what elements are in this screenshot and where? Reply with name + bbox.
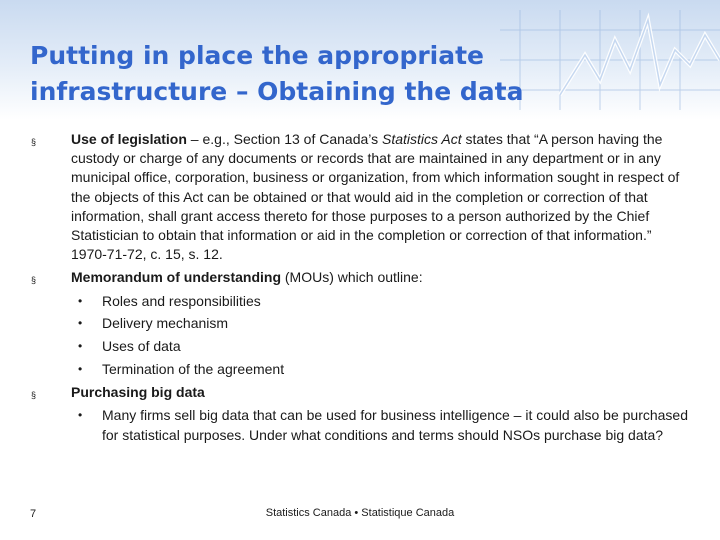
bullet-mark: § [31, 137, 37, 147]
list-item [30, 406, 690, 444]
bullet-mark: § [31, 275, 37, 286]
bullet-legislation [30, 130, 690, 264]
sub-bullet-mark: • [78, 339, 83, 354]
list-item-text: Termination of the agreement [102, 361, 285, 378]
bullet-text: – e.g., Section 13 of Canada’s [186, 131, 383, 147]
title-line-1: Putting in place the appropriate [30, 41, 485, 70]
bullet-text: states that “A person having the custody or charge of any documents or records that are maintained in any department or in any municipal office, corporation, business or organization, from which information sought in respect of the objects of this Act can be obtained or that would aid in the completion or correction of that information, shall grant access thereto for those purposes to a person authorized by the Chief Statistician to obtain that information or aid in the completion or correction of that information.” 1970-71-72, c. 15, s. 12. [71, 131, 680, 263]
sub-bullet-mark: • [78, 362, 83, 377]
page-number: 7 [30, 508, 37, 520]
bullet-lead: Use of legislation [71, 131, 187, 147]
bullet-lead: Purchasing big data [71, 384, 205, 401]
slide-title [30, 38, 590, 110]
list-item [30, 360, 690, 379]
list-item [30, 337, 690, 356]
slide-body [30, 130, 690, 445]
statute-name: Statistics Act [382, 131, 462, 147]
bullet-mou [30, 268, 690, 287]
bullet-big-data [30, 383, 690, 402]
list-item [30, 314, 690, 333]
sub-bullet-mark: • [78, 408, 83, 423]
footer-agency: Statistics Canada • Statistique Canada [265, 507, 455, 519]
list-item-text: Uses of data [102, 338, 181, 355]
list-item [30, 292, 690, 311]
title-line-2: infrastructure – Obtaining the data [30, 77, 524, 106]
bullet-lead: Memorandum of understanding [71, 269, 281, 286]
list-item-text: Roles and responsibilities [102, 292, 261, 309]
sub-bullet-mark: • [78, 293, 83, 308]
list-item-text: Many firms sell big data that can be used for business intelligence – it could also be purchased for statistical purposes. Under what conditions and terms should NSOs purchase big data? [102, 407, 689, 443]
bullet-text: (MOUs) which outline: [281, 269, 423, 286]
bullet-mark: § [31, 390, 37, 401]
list-item-text: Delivery mechanism [102, 315, 229, 332]
sub-bullet-mark: • [78, 316, 83, 331]
